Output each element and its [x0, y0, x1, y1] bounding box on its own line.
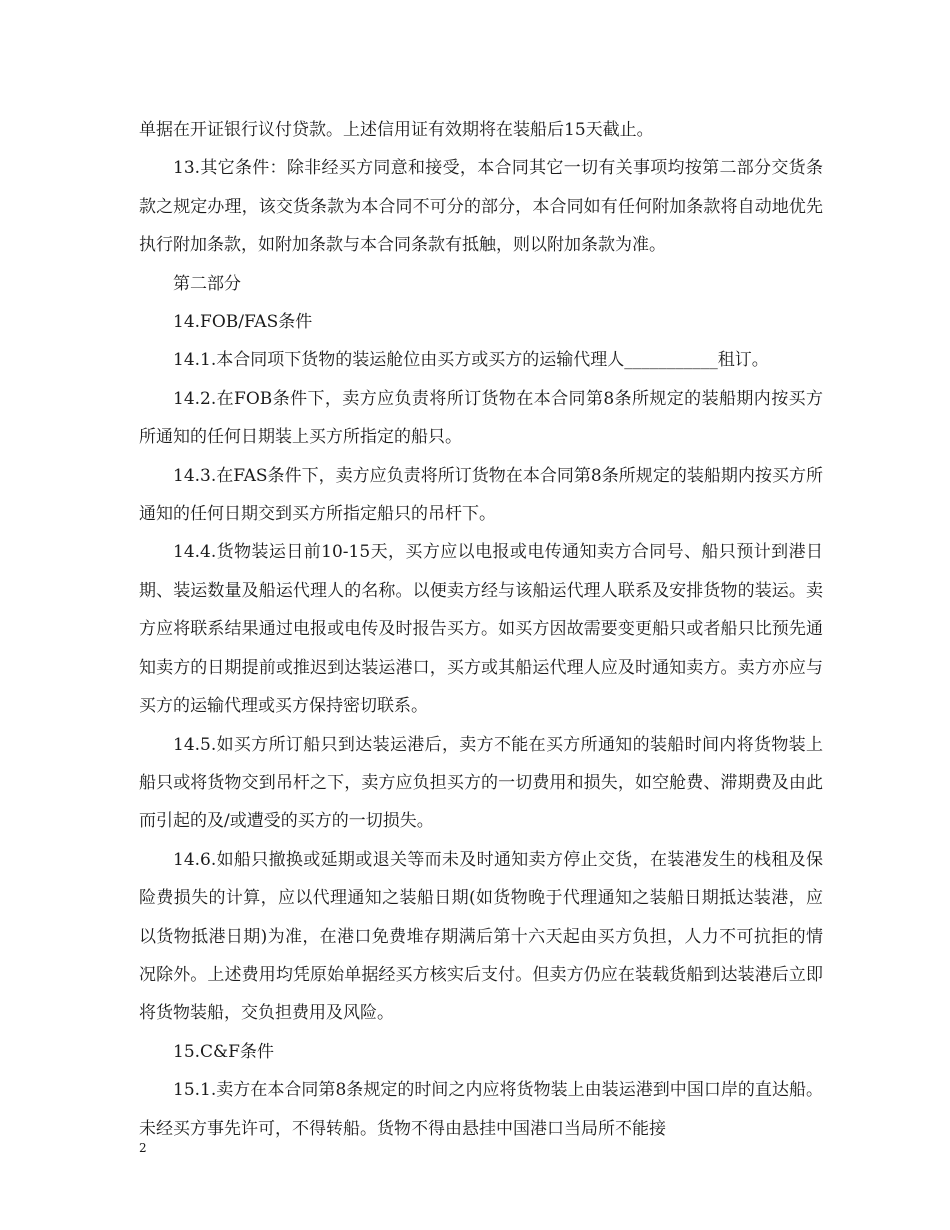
clause-heading: 14.FOB/FAS条件 — [173, 312, 313, 333]
section-heading: 第二部分 — [173, 273, 241, 294]
paragraph: 14.5.如买方所订船只到达装运港后，卖方不能在买方所通知的装船时间内将货物装上船只或将货物交到吊杆之下，卖方应负担买方的一切费用和损失，如空舱费、滞期费及由此而引起的及/或遭受的买方的一切损失。 — [139, 734, 823, 832]
paragraph: 单据在开证银行议付贷款。上述信用证有效期将在装船后15天截止。 — [139, 120, 654, 140]
paragraph: 14.3.在FAS条件下，卖方应负责将所订货物在本合同第8条所规定的装船期内按买方所通知的任何日期交到买方所指定船只的吊杆下。 — [139, 465, 823, 525]
paragraph: 14.2.在FOB条件下，卖方应负责将所订货物在本合同第8条所规定的装船期内按买方所通知的任何日期装上买方所指定的船只。 — [139, 388, 823, 448]
clause-heading: 15.C&F条件 — [173, 1041, 274, 1062]
page-number: 2 — [139, 1141, 147, 1155]
paragraph: 14.6.如船只撤换或延期或退关等而未及时通知卖方停止交货，在装港发生的栈租及保险费损失的计算，应以代理通知之装船日期(如货物晚于代理通知之装船日期抵达装港，应以货物抵港日期)为准，在港口免费堆存期满后第十六天起由买方负担，人力不可抗拒的情况除外。上述费用均凭原始单据经买方核实后支付。但卖方仍应在装载货船到达装港后立即将货物装船，交负担费用及风险。 — [139, 849, 823, 1024]
paragraph: 15.1.卖方在本合同第8条规定的时间之内应将货物装上由装运港到中国口岸的直达船。未经买方事先许可，不得转船。货物不得由悬挂中国港口当局所不能接 — [139, 1080, 823, 1139]
paragraph: 13.其它条件：除非经买方同意和接受，本合同其它一切有关事项均按第二部分交货条款之规定办理，该交货条款为本合同不可分的部分，本合同如有任何附加条款将自动地优先执行附加条款，如附加条款与本合同条款有抵触，则以附加条款为准。 — [139, 158, 823, 256]
document-body — [139, 111, 823, 1148]
paragraph: 14.4.货物装运日前10-15天，买方应以电报或电传通知卖方合同号、船只预计到港日期、装运数量及船运代理人的名称。以便卖方经与该船运代理人联系及安排货物的装运。卖方应将联系结果通过电报或电传及时报告买方。如买方因故需要变更船只或者船只比预先通知卖方的日期提前或推迟到达装运港口，买方或其船运代理人应及时通知卖方。卖方亦应与买方的运输代理或买方保持密切联系。 — [139, 542, 823, 717]
paragraph: 14.1.本合同项下货物的装运舱位由买方或买方的运输代理人___________租订。 — [173, 350, 769, 371]
